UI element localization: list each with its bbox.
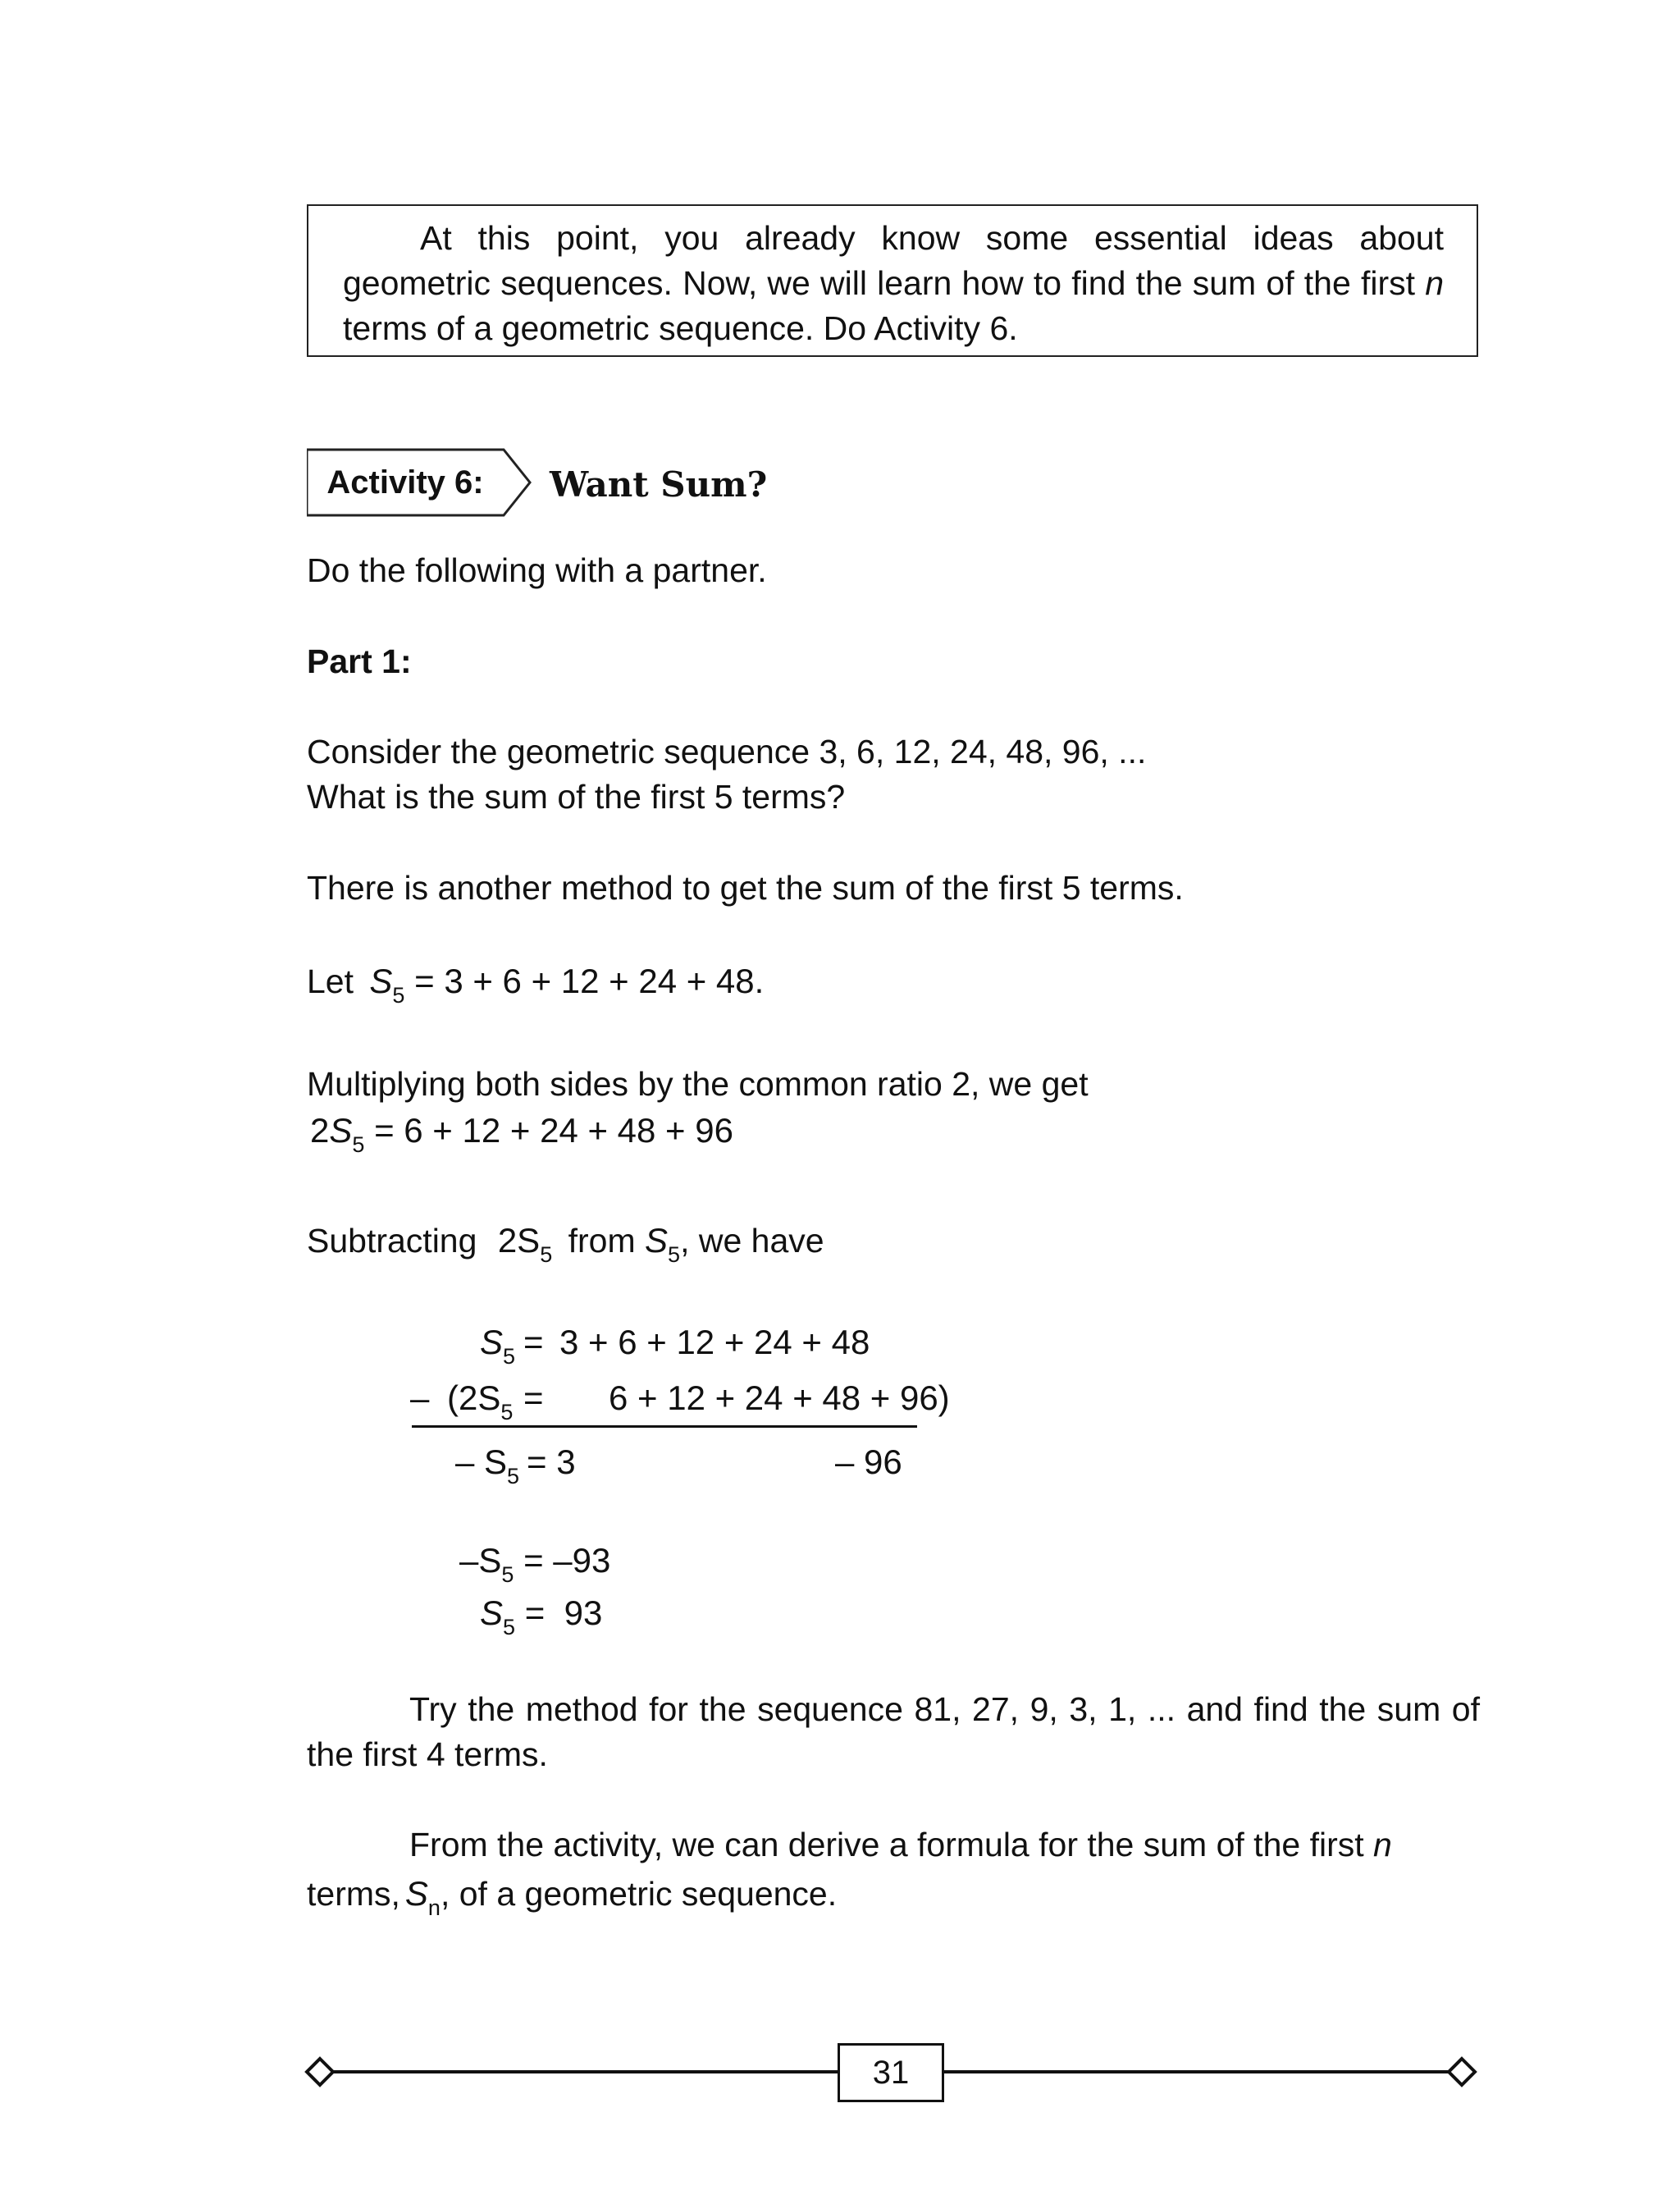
work-row2-minus: – <box>410 1378 430 1417</box>
intro-text: At this point, you already know some essential ideas about geometric sequences. Now, we will learn how to find the sum of the first n terms of a geometric sequence. Do Activity 6. <box>343 219 1444 347</box>
derive-line1: From the activity, we can derive a formula for the sum of the first n <box>409 1826 1392 1863</box>
let-line: Let $S_5 = 3 + 6 + 12 + 24 + 48$. <box>307 962 765 1008</box>
work-row4: $-S_5 = -93$ <box>459 1541 611 1587</box>
work-rule <box>412 1425 917 1428</box>
work-row1-lhs: $S_5$ <box>480 1323 516 1369</box>
work-row5: $S_5 = 93$ <box>480 1593 603 1639</box>
derive-line2: terms, $S_n$, of a geometric sequence. <box>307 1874 838 1920</box>
footer-left-diamond-icon <box>304 2055 336 2088</box>
intro-n: n <box>1425 264 1444 302</box>
multiply-equation: $2S_5 = 6 + 12 + 24 + 48 + 96$ <box>310 1111 733 1157</box>
page-number: 31 <box>838 2043 944 2102</box>
activity-label: Activity 6: <box>326 464 484 501</box>
footer-right-diamond-icon <box>1445 2055 1478 2088</box>
part1-heading: Part 1: <box>307 642 412 680</box>
work-row2-eq: = <box>523 1378 544 1417</box>
subtracting-line: Subtracting $2S_5$ from $S_5$, we have <box>307 1221 824 1267</box>
work-row3-lhs: – $S_5$ <box>455 1442 520 1488</box>
work-row1-eq: = <box>523 1323 544 1361</box>
work-row2-lhs: ($2S_5$ <box>447 1378 514 1424</box>
multiply-text: Multiplying both sides by the common ratio 2, we get <box>307 1065 1089 1103</box>
intro-box <box>307 204 1478 357</box>
activity-title: Want Sum? <box>550 464 768 505</box>
another-method: There is another method to get the sum of the first 5 terms. <box>307 869 1184 907</box>
instruction: Do the following with a partner. <box>307 551 767 589</box>
try-paragraph: Try the method for the sequence 81, 27, 9, 3, 1, ... and find the sum of the first 4 terms. <box>307 1690 1480 1773</box>
consider-line1: Consider the geometric sequence 3, 6, 12, 24, 48, 96, ... <box>307 733 1147 770</box>
consider-line2: What is the sum of the first 5 terms? <box>307 778 846 816</box>
work-row1-rhs: 3 + 6 + 12 + 24 + 48 <box>559 1323 870 1361</box>
work-row3-right: – 96 <box>835 1442 902 1481</box>
work-row3-eq: = 3 <box>527 1442 576 1481</box>
work-row2-rhs: 6 + 12 + 24 + 48 + 96) <box>609 1378 950 1417</box>
